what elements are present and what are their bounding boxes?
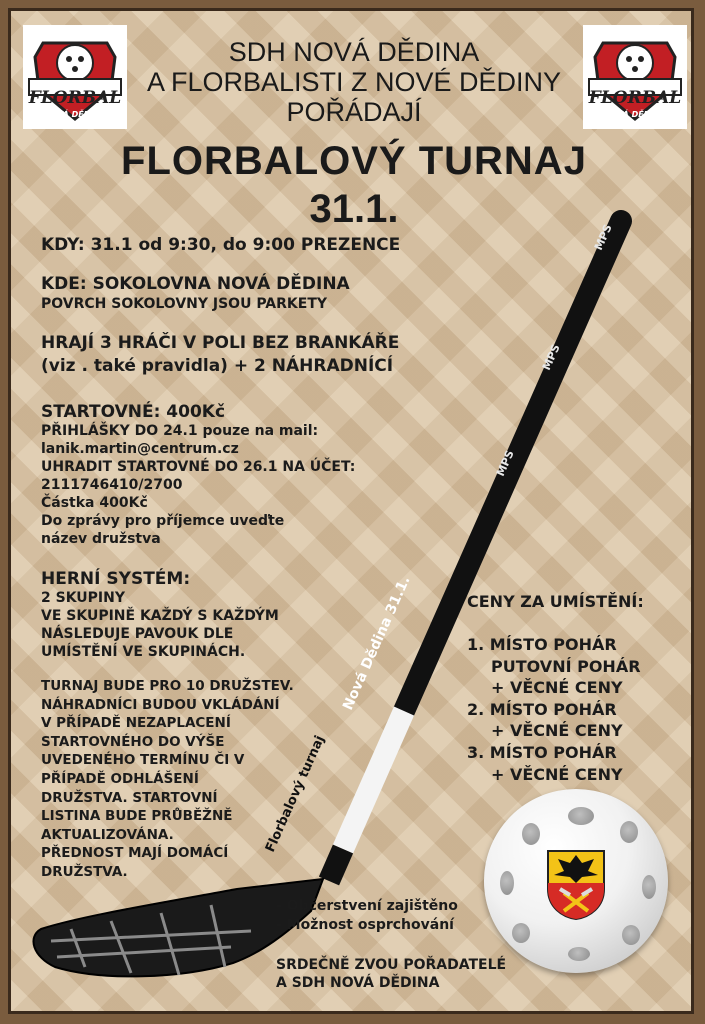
shower-note: - Možnost osprchování <box>276 917 454 933</box>
rules-line: LISTINA BUDE PRŮBĚŽNĚ <box>41 808 233 825</box>
rules-line: V PŘÍPADĚ NEZAPLACENÍ <box>41 715 231 732</box>
prize-line: 1. MÍSTO POHÁR <box>467 635 617 654</box>
fee-line: Do zprávy pro příjemce uveďte <box>41 513 285 529</box>
rules-line: NÁHRADNÍCI BUDOU VKLÁDÁNÍ <box>41 696 280 713</box>
organizer-line-2: A FLORBALISTI Z NOVÉ DĚDINY <box>146 67 562 97</box>
stick-brand-mark: MPS <box>539 342 563 373</box>
rules-line: PŘÍPADĚ ODHLÁŠENÍ <box>41 771 199 787</box>
prize-line: PUTOVNÍ POHÁR <box>491 656 641 676</box>
fee-line: lanik.martin@centrum.cz <box>41 441 239 457</box>
prize-line: 2. MÍSTO POHÁR <box>467 699 617 719</box>
invitation-line-2: A SDH NOVÁ DĚDINA <box>276 975 440 991</box>
organizer-line-3: POŘÁDAJÍ <box>286 97 422 127</box>
logo-subword: NOVÁ DĚDINA <box>603 110 667 119</box>
invitation-line-1: SRDEČNĚ ZVOU POŘADATELÉ <box>276 957 507 973</box>
system-line: 2 SKUPINY <box>41 590 125 606</box>
system-title: HERNÍ SYSTÉM: <box>41 569 191 589</box>
fee-line: UHRADIT STARTOVNÉ DO 26.1 NA ÚČET: <box>41 459 356 475</box>
event-date: 31.1. <box>309 187 399 231</box>
prize-line: + VĚCNÉ CENY <box>491 721 623 741</box>
prize-line: + VĚCNÉ CENY <box>491 678 623 698</box>
rules-line: PŘEDNOST MAJÍ DOMÁCÍ <box>41 845 229 862</box>
logo-word: FLORBAL <box>588 88 682 108</box>
system-line: NÁSLEDUJE PAVOUK DLE <box>41 626 234 642</box>
rules-line: DRUŽSTVA. STARTOVNÍ <box>41 789 218 806</box>
logo-word: FLORBAL <box>28 88 122 108</box>
stick-brand-mark: MPS <box>493 448 517 479</box>
fee-line: 2111746410/2700 <box>41 477 183 493</box>
players-text-1: HRAJÍ 3 HRÁČI V POLI BEZ BRANKÁŘE <box>41 333 400 353</box>
fee-title: STARTOVNÉ: 400Kč <box>41 402 226 422</box>
poster <box>8 8 694 1014</box>
stick-label-title: Florbalový turnaj <box>262 733 328 855</box>
village-crest-icon <box>546 849 606 921</box>
fee-line: název družstva <box>41 531 161 547</box>
system-line: VE SKUPINĚ KAŽDÝ S KAŽDÝM <box>41 608 279 624</box>
refreshment-note: - Občerstvení zajištěno <box>276 898 458 914</box>
prize-line: + VĚCNÉ CENY <box>491 764 623 784</box>
rules-line: TURNAJ BUDE PRO 10 DRUŽSTEV. <box>41 678 294 694</box>
rules-line: AKTUALIZOVÁNA. <box>41 826 174 843</box>
surface-text: POVRCH SOKOLOVNY JSOU PARKETY <box>41 296 328 312</box>
players-text-2: (viz . také pravidla) + 2 NÁHRADNÍCÍ <box>41 356 394 376</box>
rules-line: UVEDENÉHO TERMÍNU ČI V <box>41 752 245 769</box>
rules-line: STARTOVNÉHO DO VÝŠE <box>41 733 225 750</box>
rules-line: DRUŽSTVA. <box>41 864 128 880</box>
where-text: KDE: SOKOLOVNA NOVÁ DĚDINA <box>41 274 350 294</box>
event-title: FLORBALOVÝ TURNAJ <box>121 139 587 183</box>
system-line: UMÍSTĚNÍ VE SKUPINÁCH. <box>41 644 246 660</box>
when-text: KDY: 31.1 od 9:30, do 9:00 PREZENCE <box>41 235 401 255</box>
floorball-ball-icon <box>484 789 668 973</box>
prizes-title: CENY ZA UMÍSTĚNÍ: <box>467 592 644 611</box>
fee-line: PŘIHLÁŠKY DO 24.1 pouze na mail: <box>41 423 319 439</box>
organizer-line-1: SDH NOVÁ DĚDINA <box>228 37 480 67</box>
stick-label-date: Nová Dědina 31.1. <box>340 573 414 713</box>
prize-line: 3. MÍSTO POHÁR <box>467 743 617 762</box>
logo-subword: NOVÁ DĚDINA <box>43 110 107 119</box>
fee-line: Částka 400Kč <box>41 495 148 511</box>
stick-brand-mark: MPS <box>591 222 615 253</box>
